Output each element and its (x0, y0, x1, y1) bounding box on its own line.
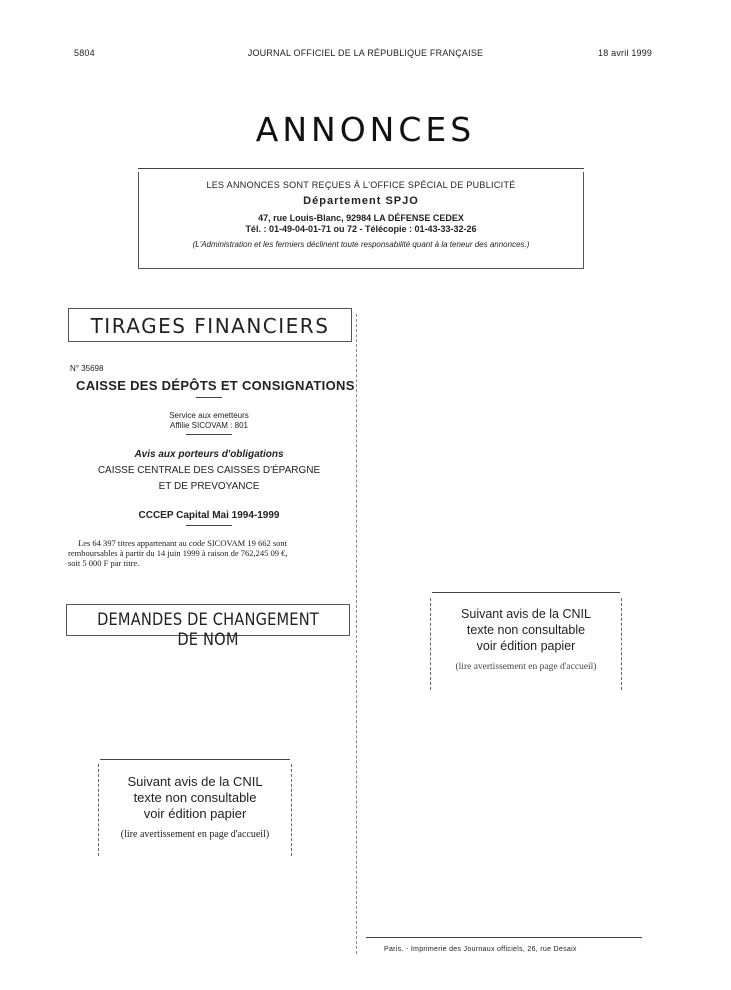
notice-number: N° 35698 (70, 364, 104, 373)
notice-body-line-3: soit 5 000 F par titre. (68, 558, 140, 568)
org-separator (196, 397, 222, 398)
info-box (138, 172, 584, 269)
cccep-title: CCCEP Capital Mai 1994-1999 (138, 510, 280, 521)
info-box-disclaimer: (L'Administration et les fermiers déclinent toute responsabilité quant à la teneur des annonces.) (192, 240, 530, 249)
cnil-left-note: (lire avertissement en page d'accueil) (120, 829, 270, 840)
info-box-top-rule (138, 168, 584, 169)
service-line-2: Affilie SICOVAM : 801 (170, 421, 248, 430)
tirages-heading-box (68, 308, 352, 342)
info-box-address: 47, rue Louis-Blanc, 92984 LA DÉFENSE CEDEX (258, 213, 464, 223)
page-title: ANNONCES (255, 110, 476, 149)
caisse-line-2: ET DE PREVOYANCE (158, 481, 260, 492)
cnil-right-top-rule (432, 592, 620, 593)
info-box-intro: LES ANNONCES SONT REÇUES À L'OFFICE SPÉCIAL DE PUBLICITÉ (206, 180, 516, 190)
footer-imprint: Paris. - Imprimerie des Journaux officiels, 26, rue Desaix (384, 946, 577, 953)
avis-heading: Avis aux porteurs d'obligations (134, 449, 284, 460)
issue-date: 18 avril 1999 (598, 48, 653, 58)
cnil-left-line-1: Suivant avis de la CNIL (127, 774, 263, 789)
tirages-heading: TIRAGES FINANCIERS (90, 314, 330, 338)
cnil-box-right (430, 598, 622, 690)
cnil-left-line-3: voir édition papier (143, 806, 247, 821)
service-line-1: Service aux emetteurs (169, 411, 249, 420)
info-box-department: Département SPJO (303, 195, 419, 207)
cnil-right-note: (lire avertissement en page d'accueil) (455, 662, 597, 672)
page-number: 5804 (74, 48, 95, 58)
demandes-heading-box (66, 604, 350, 650)
cnil-left-top-rule (100, 759, 290, 760)
cnil-right-line-2: texte non consultable (466, 623, 586, 637)
demandes-heading: DEMANDES DE CHANGEMENT DE NOM (97, 610, 319, 650)
cnil-box-left (98, 764, 292, 856)
notice-body-line-2: remboursables à partir du 14 juin 1999 à raison de 762,245 09 €, (68, 548, 288, 558)
cnil-right-line-3: voir édition papier (476, 639, 576, 653)
org-name: CAISSE DES DÉPÔTS ET CONSIGNATIONS (76, 378, 355, 393)
cnil-right-line-1: Suivant avis de la CNIL (461, 607, 591, 621)
info-box-phones: Tél. : 01-49-04-01-71 ou 72 - Télécopie : 01-43-33-32-26 (245, 224, 477, 234)
notice-body (68, 538, 352, 568)
notice-body-line-1: Les 64 397 titres appartenant au code SICOVAM 19 662 sont (78, 538, 288, 548)
column-divider (356, 314, 357, 954)
cccep-separator (186, 525, 232, 526)
footer-rule (366, 937, 642, 938)
journal-title: JOURNAL OFFICIEL DE LA RÉPUBLIQUE FRANÇAISE (247, 48, 484, 58)
caisse-line-1: CAISSE CENTRALE DES CAISSES D'ÉPARGNE (97, 465, 321, 476)
cnil-left-line-2: texte non consultable (133, 790, 257, 805)
service-separator (186, 434, 232, 435)
